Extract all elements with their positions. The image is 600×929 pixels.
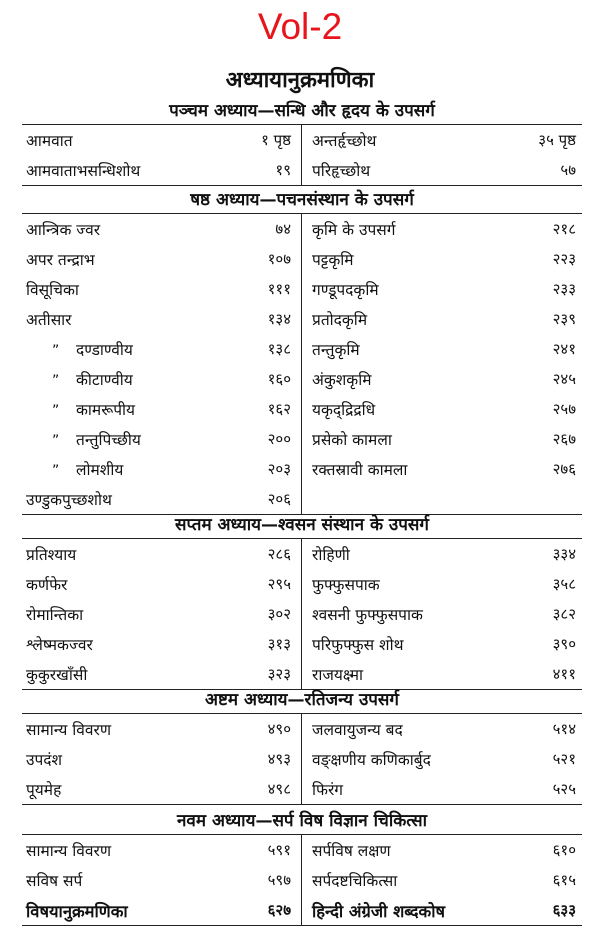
toc-row	[22, 274, 582, 304]
section-divider	[22, 185, 582, 186]
entry-page-number: ३५८	[552, 575, 576, 593]
toc-entry	[22, 454, 302, 484]
toc-entry	[22, 394, 302, 424]
entry-title: ” कीटाण्वीय	[52, 371, 133, 389]
entry-page-number: ५२५	[552, 780, 576, 798]
toc-entry	[22, 155, 302, 185]
toc-entry	[302, 244, 582, 274]
chapter-section	[22, 512, 582, 690]
entry-page-number: १ पृष्ठ	[261, 131, 291, 149]
toc-row	[22, 214, 582, 244]
entry-title: ” लोमशीय	[52, 461, 124, 479]
toc-entry	[302, 865, 582, 895]
entry-title: परिफुफ्फुस शोथ	[312, 636, 404, 654]
entry-title: फिरंग	[312, 781, 344, 799]
toc-row	[22, 659, 582, 689]
toc-entry	[22, 659, 302, 689]
entry-title: सविष सर्प	[26, 872, 83, 890]
entry-page-number: १६०	[267, 370, 291, 388]
entry-page-number: १९	[275, 161, 291, 179]
toc-entry	[22, 714, 302, 744]
entry-page-number: ५२१	[552, 750, 576, 768]
toc-entry	[302, 539, 582, 569]
toc-row	[22, 629, 582, 659]
toc-row	[22, 714, 582, 744]
entry-title: प्रसेको कामला	[312, 431, 392, 449]
toc-row	[22, 865, 582, 895]
page-title: अध्यायानुक्रमणिका	[225, 68, 375, 93]
toc-entry	[22, 364, 302, 394]
entry-page-number: २३९	[552, 310, 576, 328]
entry-title: आमवाताभसन्धिशोथ	[26, 162, 141, 180]
toc-entry	[22, 304, 302, 334]
toc-entry	[22, 244, 302, 274]
toc-entry	[22, 599, 302, 629]
chapter-heading: नवम अध्याय—सर्प विष विज्ञान चिकित्सा	[22, 808, 582, 835]
entry-title: प्रतिश्याय	[26, 546, 77, 564]
entry-page-number: ५९७	[267, 871, 291, 889]
entry-title: सामान्य विवरण	[26, 842, 112, 860]
toc-row	[22, 774, 582, 804]
entry-title: रोमान्तिका	[26, 606, 84, 624]
toc-entry	[22, 835, 302, 865]
toc-entry	[302, 364, 582, 394]
entry-page-number: १३४	[267, 310, 291, 328]
entry-page-number: ४११	[552, 665, 576, 683]
entry-page-number: ३०२	[267, 605, 291, 623]
toc-entry	[22, 895, 302, 925]
entry-title: ” दण्डाण्वीय	[52, 341, 133, 359]
toc-row	[22, 895, 582, 925]
entry-title: फुफ्फुसपाक	[312, 576, 380, 594]
toc-row	[22, 125, 582, 155]
toc-entry	[302, 155, 582, 185]
toc-row	[22, 364, 582, 394]
entry-title: आमवात	[26, 132, 73, 150]
toc-row	[22, 334, 582, 364]
entry-title: हिन्दी अंग्रेजी शब्दकोष	[312, 901, 446, 921]
entry-page-number: २५७	[552, 400, 576, 418]
toc-row	[22, 569, 582, 599]
entry-title: सर्पदष्टचिकित्सा	[312, 872, 398, 890]
entry-title: सामान्य विवरण	[26, 721, 112, 739]
entry-page-number: ५९१	[267, 841, 291, 859]
entry-title: जलवायुजन्य बद	[312, 721, 403, 739]
entry-title: अतीसार	[26, 311, 72, 329]
toc-entry	[302, 214, 582, 244]
entry-page-number: ५१४	[552, 720, 576, 738]
toc-entry	[22, 629, 302, 659]
chapter-section	[22, 808, 582, 926]
entry-page-number: १०७	[267, 250, 291, 268]
entry-title: राजयक्ष्मा	[312, 666, 364, 684]
entry-page-number: ३५ पृष्ठ	[538, 131, 576, 149]
toc-entry	[22, 214, 302, 244]
entry-title: श्वसनी फुफ्फुसपाक	[312, 606, 423, 624]
chapter-section	[22, 187, 582, 515]
entry-title: सर्पविष लक्षण	[312, 842, 391, 860]
toc-entry	[22, 539, 302, 569]
entry-page-number: १११	[267, 280, 291, 298]
entry-title: यकृद्द्रिद्रधि	[312, 401, 376, 419]
toc-entry	[302, 484, 582, 514]
entry-page-number: ४९८	[267, 780, 291, 798]
entry-title: उण्डुकपुच्छशोथ	[26, 491, 112, 509]
volume-label: Vol-2	[257, 6, 343, 47]
entry-page-number: २६७	[552, 430, 576, 448]
ditto-mark: ”	[52, 343, 60, 359]
entry-page-number: ६३३	[552, 901, 576, 919]
entry-title: रक्तस्रावी कामला	[312, 461, 408, 479]
toc-entry	[302, 895, 582, 925]
toc-row	[22, 454, 582, 484]
entry-title: कृमि के उपसर्ग	[312, 221, 396, 239]
toc-entry	[22, 865, 302, 895]
entry-page-number: ६१०	[552, 841, 576, 859]
entry-title: विषयानुक्रमणिका	[26, 901, 128, 921]
toc-entry	[302, 424, 582, 454]
toc-entry	[22, 569, 302, 599]
entry-page-number: २००	[267, 430, 291, 448]
toc-entry	[22, 334, 302, 364]
toc-entry	[302, 334, 582, 364]
entry-title: गण्डूपदकृमि	[312, 281, 379, 299]
ditto-mark: ”	[52, 373, 60, 389]
toc-row	[22, 394, 582, 424]
chapter-heading: अष्टम अध्याय—रतिजन्य उपसर्ग	[22, 687, 582, 714]
entry-page-number: ७४	[275, 220, 291, 238]
toc-entry	[302, 835, 582, 865]
entry-title: रोहिणी	[312, 546, 350, 564]
entry-page-number: ५७	[560, 161, 576, 179]
toc-row	[22, 424, 582, 454]
entry-title: अंकुशकृमि	[312, 371, 372, 389]
entry-title: ” कामरूपीय	[52, 401, 136, 419]
entry-page-number: ४९३	[267, 750, 291, 768]
entry-page-number: ३२३	[267, 665, 291, 683]
entry-title: अन्तर्हृच्छोथ	[312, 132, 377, 150]
ditto-mark: ”	[52, 463, 60, 479]
entry-title: अपर तन्द्राभ	[26, 251, 95, 269]
entry-title: कर्णफेर	[26, 576, 68, 594]
chapter-heading: षष्ठ अध्याय—पचनसंस्थान के उपसर्ग	[22, 187, 582, 214]
toc-entry	[302, 454, 582, 484]
toc-entry	[302, 659, 582, 689]
toc-entry	[302, 304, 582, 334]
toc-entry	[302, 599, 582, 629]
entry-page-number: ३८२	[552, 605, 576, 623]
chapter-heading: पञ्चम अध्याय—सन्धि और हृदय के उपसर्ग	[22, 98, 582, 125]
entry-page-number: २८६	[267, 545, 291, 563]
toc-entry	[22, 774, 302, 804]
toc-entry	[302, 744, 582, 774]
toc-entry	[302, 569, 582, 599]
toc-row	[22, 539, 582, 569]
toc-entry	[22, 274, 302, 304]
chapter-heading: सप्तम अध्याय—श्वसन संस्थान के उपसर्ग	[22, 512, 582, 539]
toc-entry	[302, 125, 582, 155]
entry-page-number: ३९०	[552, 635, 576, 653]
entry-page-number: ६२७	[267, 901, 291, 919]
toc-entry	[302, 714, 582, 744]
toc-entry	[302, 394, 582, 424]
entry-page-number: २४१	[552, 340, 576, 358]
entry-page-number: २३३	[552, 280, 576, 298]
entry-page-number: ६१५	[552, 871, 576, 889]
chapter-section	[22, 687, 582, 805]
toc-entry	[22, 484, 302, 514]
entry-title: विसूचिका	[26, 281, 79, 299]
toc-row	[22, 244, 582, 274]
toc-row	[22, 835, 582, 865]
entry-page-number: ३१३	[267, 635, 291, 653]
toc-entry	[302, 629, 582, 659]
toc-entry	[22, 424, 302, 454]
toc-row	[22, 484, 582, 514]
toc-entry	[22, 744, 302, 774]
section-divider	[22, 925, 582, 926]
toc-row	[22, 599, 582, 629]
toc-entry	[302, 274, 582, 304]
entry-title: प्रतोदकृमि	[312, 311, 368, 329]
entry-title: परिहृच्छोथ	[312, 162, 371, 180]
entry-page-number: १६२	[267, 400, 291, 418]
entry-title: श्लेष्मकज्वर	[26, 636, 93, 654]
ditto-mark: ”	[52, 403, 60, 419]
entry-title: कुकुरखाँसी	[26, 666, 88, 684]
entry-page-number: १३८	[267, 340, 291, 358]
toc-row	[22, 155, 582, 185]
entry-title: आन्त्रिक ज्वर	[26, 221, 101, 239]
toc-entry	[22, 125, 302, 155]
entry-title: उपदंश	[26, 751, 63, 769]
toc-row	[22, 304, 582, 334]
entry-title: ” तन्तुपिच्छीय	[52, 431, 141, 449]
section-divider	[22, 804, 582, 805]
entry-page-number: २०६	[267, 490, 291, 508]
entry-title: पूयमेह	[26, 781, 62, 799]
toc-row	[22, 744, 582, 774]
entry-page-number: २७६	[552, 460, 576, 478]
toc-entry	[302, 774, 582, 804]
entry-page-number: ३३४	[552, 545, 576, 563]
entry-page-number: ४९०	[267, 720, 291, 738]
ditto-mark: ”	[52, 433, 60, 449]
entry-title: तन्तुकृमि	[312, 341, 360, 359]
entry-page-number: २२३	[552, 250, 576, 268]
entry-page-number: २०३	[267, 460, 291, 478]
entry-page-number: २१८	[552, 220, 576, 238]
chapter-section	[22, 98, 582, 186]
entry-page-number: २९५	[267, 575, 291, 593]
entry-title: वङ्क्षणीय कणिकार्बुद	[312, 751, 431, 769]
entry-title: पट्टकृमि	[312, 251, 354, 269]
entry-page-number: २४५	[552, 370, 576, 388]
